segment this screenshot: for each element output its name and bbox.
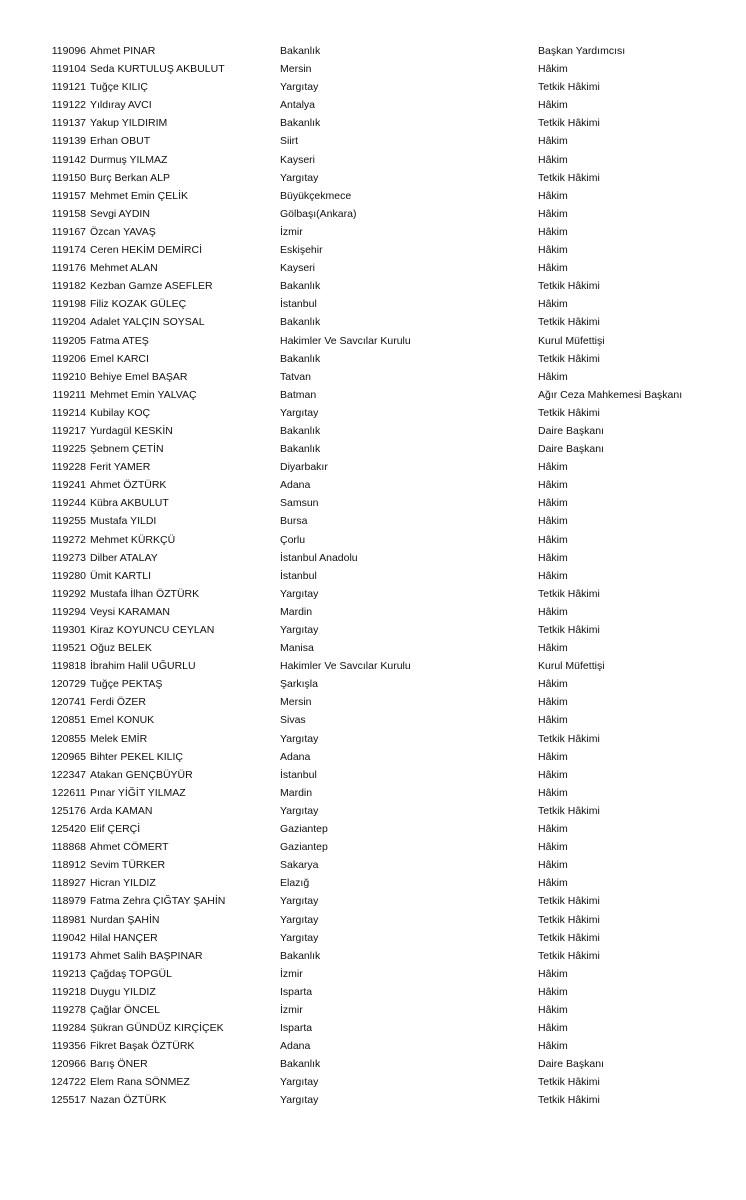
person-name: Sevgi AYDIN xyxy=(90,207,150,220)
assignment-place: Yargıtay xyxy=(280,171,319,184)
list-item xyxy=(0,1091,746,1109)
person-name: Ferit YAMER xyxy=(90,461,151,474)
person-name: Arda KAMAN xyxy=(90,804,153,817)
assignment-place: Yargıtay xyxy=(280,624,319,636)
record-id: 119167 xyxy=(51,225,86,238)
record-id: 119121 xyxy=(51,81,86,94)
record-id: 120851 xyxy=(50,714,86,727)
person-name: Mustafa İlhan ÖZTÜRK xyxy=(90,587,200,600)
record-id: 120729 xyxy=(50,678,86,691)
record-id: 125176 xyxy=(50,804,86,817)
record-id: 118868 xyxy=(51,841,86,854)
position-title: Hâkim xyxy=(538,786,568,799)
assignment-place: Tatvan xyxy=(280,370,311,383)
record-id: 119818 xyxy=(51,660,86,673)
person-name: Yıldıray AVCI xyxy=(90,99,152,112)
position-title: Hâkim xyxy=(538,605,568,618)
list-item xyxy=(0,187,746,205)
assignment-place: Bakanlık xyxy=(280,352,321,365)
record-id: 119150 xyxy=(51,171,86,184)
assignment-place: Gaziantep xyxy=(280,841,328,854)
person-name: Erhan OBUT xyxy=(90,135,151,148)
record-id: 119228 xyxy=(51,461,86,474)
position-title: Tetkik Hâkimi xyxy=(538,406,600,419)
assignment-place: Hakimler Ve Savcılar Kurulu xyxy=(280,334,411,347)
assignment-place: Kayseri xyxy=(280,262,316,275)
position-title: Kurul Müfettişi xyxy=(538,334,605,347)
position-title: Tetkik Hâkimi xyxy=(538,587,600,600)
list-item xyxy=(0,42,746,60)
list-item xyxy=(0,784,746,802)
assignment-place: Isparta xyxy=(280,985,313,998)
position-title: Tetkik Hâkimi xyxy=(538,117,600,130)
assignment-place: Bakanlık xyxy=(280,316,321,329)
assignment-place: Bakanlık xyxy=(280,117,321,130)
position-title: Tetkik Hâkimi xyxy=(538,804,600,817)
record-id: 120965 xyxy=(50,750,86,763)
list-item xyxy=(0,205,746,223)
list-item xyxy=(0,332,746,350)
position-title: Hâkim xyxy=(538,99,568,112)
position-title: Tetkik Hâkimi xyxy=(538,171,600,184)
list-item xyxy=(0,1019,746,1037)
position-title: Tetkik Hâkimi xyxy=(538,316,600,329)
list-item xyxy=(0,494,746,512)
assignment-place: Yargıtay xyxy=(280,406,319,419)
person-name: Behiye Emel BAŞAR xyxy=(90,370,188,383)
record-id: 119273 xyxy=(51,551,86,564)
person-name: Burç Berkan ALP xyxy=(90,171,170,184)
person-name: Ahmet Salih BAŞPINAR xyxy=(90,949,203,962)
list-item xyxy=(0,440,746,458)
position-title: Tetkik Hâkimi xyxy=(538,352,600,365)
list-item xyxy=(0,1055,746,1073)
assignment-place: Bursa xyxy=(280,515,308,528)
position-title: Kurul Müfettişi xyxy=(538,660,605,673)
list-item xyxy=(0,368,746,386)
assignment-place: Isparta xyxy=(280,1022,313,1035)
record-id: 119218 xyxy=(51,985,86,998)
person-name: Barış ÖNER xyxy=(90,1058,148,1071)
list-item xyxy=(0,929,746,947)
assignment-place: İzmir xyxy=(280,225,303,238)
position-title: Hâkim xyxy=(538,461,568,474)
position-title: Tetkik Hâkimi xyxy=(538,1094,600,1107)
person-name: Şükran GÜNDÜZ KIRÇİÇEK xyxy=(90,1022,224,1035)
assignment-place: Bakanlık xyxy=(280,424,321,437)
assignment-place: Elazığ xyxy=(280,877,310,890)
record-id: 119292 xyxy=(51,587,86,600)
list-item xyxy=(0,585,746,603)
position-title: Hâkim xyxy=(538,985,568,998)
person-name: Seda KURTULUŞ AKBULUT xyxy=(90,63,225,76)
record-id: 119182 xyxy=(51,280,86,293)
person-name: Çağlar ÖNCEL xyxy=(90,1003,161,1016)
position-title: Hâkim xyxy=(538,714,568,727)
record-id: 119301 xyxy=(51,624,86,636)
assignment-place: İstanbul xyxy=(280,298,317,311)
record-id: 119272 xyxy=(51,533,86,546)
record-id: 119206 xyxy=(51,352,86,365)
person-name: Pınar YİĞİT YILMAZ xyxy=(90,786,186,799)
list-item xyxy=(0,169,746,187)
person-name: Fatma Zehra ÇIĞTAY ŞAHİN xyxy=(90,895,226,908)
person-name: Kubilay KOÇ xyxy=(90,406,151,419)
record-id: 119137 xyxy=(51,117,86,130)
position-title: Tetkik Hâkimi xyxy=(538,913,600,926)
person-name: Özcan YAVAŞ xyxy=(90,225,156,238)
record-id: 119225 xyxy=(51,443,86,456)
record-id: 119176 xyxy=(51,262,86,275)
assignment-place: Siirt xyxy=(280,135,299,148)
list-item xyxy=(0,892,746,910)
person-name: Ümit KARTLI xyxy=(90,569,152,582)
list-item xyxy=(0,386,746,404)
list-item xyxy=(0,458,746,476)
person-name: Hilal HANÇER xyxy=(90,931,158,944)
person-name: Emel KONUK xyxy=(90,714,155,727)
assignment-place: Antalya xyxy=(280,99,316,112)
list-item xyxy=(0,802,746,820)
assignment-place: İzmir xyxy=(280,967,303,980)
assignment-place: Manisa xyxy=(280,642,314,655)
position-title: Daire Başkanı xyxy=(538,443,604,456)
assignment-place: Bakanlık xyxy=(280,45,321,57)
position-title: Hâkim xyxy=(538,569,568,582)
position-title: Hâkim xyxy=(538,153,568,166)
record-id: 119210 xyxy=(51,370,86,383)
person-name: Tuğçe KILIÇ xyxy=(90,81,148,94)
assignment-place: Mardin xyxy=(280,786,313,799)
position-title: Hâkim xyxy=(538,370,568,383)
list-item xyxy=(0,983,746,1001)
assignment-place: İstanbul Anadolu xyxy=(280,551,358,564)
list-item xyxy=(0,730,746,748)
record-id: 119255 xyxy=(51,515,86,528)
assignment-place: Bakanlık xyxy=(280,443,321,456)
record-id: 124722 xyxy=(50,1076,86,1089)
person-name: Kübra AKBULUT xyxy=(90,497,169,510)
record-id: 122611 xyxy=(51,786,86,799)
list-item xyxy=(0,947,746,965)
list-item xyxy=(0,621,746,639)
position-title: Hâkim xyxy=(538,768,568,781)
record-id: 119217 xyxy=(51,424,86,437)
record-id: 119211 xyxy=(52,388,86,401)
assignment-place: Yargıtay xyxy=(280,81,319,94)
person-name: Emel KARCI xyxy=(90,352,149,365)
person-name: Bihter PEKEL KILIÇ xyxy=(90,750,183,763)
record-id: 119142 xyxy=(51,153,86,166)
list-item xyxy=(0,1001,746,1019)
list-item xyxy=(0,132,746,150)
position-title: Tetkik Hâkimi xyxy=(538,624,600,636)
record-id: 119173 xyxy=(51,949,86,962)
assignment-place: Sivas xyxy=(280,714,306,727)
list-item xyxy=(0,476,746,494)
person-name: Mehmet Emin YALVAÇ xyxy=(90,388,197,401)
person-name: Tuğçe PEKTAŞ xyxy=(90,678,163,691)
person-name: Ceren HEKİM DEMİRCİ xyxy=(90,244,203,257)
list-item xyxy=(0,820,746,838)
person-name: Ahmet PINAR xyxy=(90,45,156,57)
list-item xyxy=(0,114,746,132)
person-name: Sevim TÜRKER xyxy=(90,859,166,872)
position-title: Hâkim xyxy=(538,479,568,492)
position-title: Hâkim xyxy=(538,642,568,655)
record-id: 118979 xyxy=(51,895,86,908)
list-item xyxy=(0,512,746,530)
record-id: 120741 xyxy=(50,696,86,709)
position-title: Hâkim xyxy=(538,225,568,238)
list-item xyxy=(0,259,746,277)
person-name: Filiz KOZAK GÜLEÇ xyxy=(90,298,187,311)
list-item xyxy=(0,766,746,784)
position-title: Tetkik Hâkimi xyxy=(538,732,600,745)
position-title: Hâkim xyxy=(538,244,568,257)
person-name: Çağdaş TOPGÜL xyxy=(90,967,172,980)
position-title: Hâkim xyxy=(538,551,568,564)
assignment-place: Eskişehir xyxy=(280,244,323,257)
record-id: 119104 xyxy=(51,63,86,76)
assignment-place: Batman xyxy=(280,388,317,401)
list-item xyxy=(0,350,746,368)
record-id: 122347 xyxy=(50,768,86,781)
position-title: Başkan Yardımcısı xyxy=(538,45,626,57)
assignment-place: Kayseri xyxy=(280,153,316,166)
position-title: Ağır Ceza Mahkemesi Başkanı xyxy=(538,388,683,401)
list-item xyxy=(0,422,746,440)
list-item xyxy=(0,657,746,675)
list-item xyxy=(0,277,746,295)
assignment-place: Mersin xyxy=(280,696,312,709)
assignment-place: Çorlu xyxy=(280,533,306,546)
list-item xyxy=(0,711,746,729)
list-item xyxy=(0,313,746,331)
position-title: Tetkik Hâkimi xyxy=(538,895,600,908)
assignment-place: İzmir xyxy=(280,1003,303,1016)
list-item xyxy=(0,639,746,657)
list-item xyxy=(0,549,746,567)
position-title: Tetkik Hâkimi xyxy=(538,949,600,962)
record-id: 119122 xyxy=(51,99,86,112)
position-title: Hâkim xyxy=(538,207,568,220)
record-id: 119214 xyxy=(51,406,86,419)
record-id: 119241 xyxy=(51,479,86,492)
person-name: Fikret Başak ÖZTÜRK xyxy=(90,1040,195,1053)
record-id: 119198 xyxy=(51,298,86,311)
record-id: 119205 xyxy=(51,334,86,347)
record-id: 119042 xyxy=(51,931,86,944)
assignment-place: İstanbul xyxy=(280,768,317,781)
list-item xyxy=(0,404,746,422)
assignment-place: Gölbaşı(Ankara) xyxy=(280,207,357,220)
record-id: 119278 xyxy=(51,1003,86,1016)
record-id: 119213 xyxy=(51,967,86,980)
record-id: 119356 xyxy=(51,1040,86,1053)
assignment-place: Adana xyxy=(280,479,311,492)
list-item xyxy=(0,241,746,259)
position-title: Hâkim xyxy=(538,1022,568,1035)
position-title: Tetkik Hâkimi xyxy=(538,280,600,293)
record-id: 119280 xyxy=(51,569,86,582)
person-name: Durmuş YILMAZ xyxy=(90,153,168,166)
person-name: Hicran YILDIZ xyxy=(90,877,156,890)
assignment-place: Samsun xyxy=(280,497,319,510)
assignment-place: Yargıtay xyxy=(280,587,319,600)
record-id: 119294 xyxy=(51,605,86,618)
assignment-place: Büyükçekmece xyxy=(280,189,352,202)
list-item xyxy=(0,60,746,78)
list-item xyxy=(0,856,746,874)
assignment-place: Şarkışla xyxy=(280,678,318,691)
position-title: Hâkim xyxy=(538,189,568,202)
position-title: Hâkim xyxy=(538,750,568,763)
list-item xyxy=(0,1037,746,1055)
person-name: Kezban Gamze ASEFLER xyxy=(90,280,213,293)
assignment-place: Mardin xyxy=(280,605,313,618)
assignment-place: Adana xyxy=(280,1040,311,1053)
person-name: Elif ÇERÇİ xyxy=(90,823,141,836)
list-item xyxy=(0,911,746,929)
assignment-place: Mersin xyxy=(280,63,312,76)
list-item xyxy=(0,675,746,693)
person-name: Mehmet Emin ÇELİK xyxy=(90,189,189,202)
assignment-place: Yargıtay xyxy=(280,1076,319,1089)
person-name: Veysi KARAMAN xyxy=(90,605,170,618)
list-item xyxy=(0,223,746,241)
position-title: Hâkim xyxy=(538,1040,568,1053)
list-item xyxy=(0,78,746,96)
person-name: Atakan GENÇBÜYÜR xyxy=(90,768,193,781)
record-id: 119521 xyxy=(51,642,86,655)
record-id: 119244 xyxy=(51,497,86,510)
record-id: 119204 xyxy=(51,316,86,329)
assignment-place: Yargıtay xyxy=(280,895,319,908)
position-title: Hâkim xyxy=(538,497,568,510)
record-id: 119157 xyxy=(51,189,86,202)
person-name: Ahmet ÖZTÜRK xyxy=(90,479,167,492)
position-title: Hâkim xyxy=(538,841,568,854)
assignment-place: Yargıtay xyxy=(280,931,319,944)
record-id: 125420 xyxy=(50,823,86,836)
assignment-place: Diyarbakır xyxy=(280,461,328,474)
assignment-place: Sakarya xyxy=(280,859,319,872)
assignment-place: Gaziantep xyxy=(280,823,328,836)
record-id: 118927 xyxy=(51,877,86,890)
record-id: 120966 xyxy=(50,1058,86,1071)
list-item xyxy=(0,603,746,621)
list-item xyxy=(0,567,746,585)
person-name: Ahmet CÖMERT xyxy=(90,841,169,854)
list-item xyxy=(0,96,746,114)
position-title: Hâkim xyxy=(538,678,568,691)
assignment-place: Bakanlık xyxy=(280,949,321,962)
person-name: Elem Rana SÖNMEZ xyxy=(90,1076,190,1089)
person-name: Şebnem ÇETİN xyxy=(90,443,164,456)
list-item xyxy=(0,965,746,983)
assignment-place: Bakanlık xyxy=(280,1058,321,1071)
person-name: Nazan ÖZTÜRK xyxy=(90,1094,167,1107)
record-id: 119158 xyxy=(51,207,86,220)
position-title: Hâkim xyxy=(538,696,568,709)
list-item xyxy=(0,748,746,766)
position-title: Daire Başkanı xyxy=(538,424,604,437)
list-item xyxy=(0,531,746,549)
person-name: Mehmet ALAN xyxy=(90,262,158,275)
personnel-list xyxy=(0,42,746,1110)
person-name: Yurdagül KESKİN xyxy=(90,424,173,437)
assignment-place: Hakimler Ve Savcılar Kurulu xyxy=(280,660,411,673)
record-id: 125517 xyxy=(50,1094,86,1107)
person-name: Adalet YALÇIN SOYSAL xyxy=(90,316,205,329)
assignment-place: Yargıtay xyxy=(280,804,319,817)
assignment-place: Yargıtay xyxy=(280,732,319,745)
person-name: Mustafa YILDI xyxy=(90,515,157,528)
list-item xyxy=(0,295,746,313)
person-name: Melek EMİR xyxy=(90,732,148,745)
person-name: Mehmet KÜRKÇÜ xyxy=(90,533,176,546)
record-id: 119284 xyxy=(51,1022,86,1035)
person-name: Yakup YILDIRIM xyxy=(90,117,168,130)
position-title: Hâkim xyxy=(538,298,568,311)
assignment-place: Bakanlık xyxy=(280,280,321,293)
person-name: Fatma ATEŞ xyxy=(90,334,149,347)
person-name: Ferdi ÖZER xyxy=(90,696,147,709)
position-title: Hâkim xyxy=(538,967,568,980)
person-name: Nurdan ŞAHİN xyxy=(90,913,160,926)
record-id: 119174 xyxy=(51,244,86,257)
position-title: Hâkim xyxy=(538,135,568,148)
record-id: 119139 xyxy=(51,135,86,148)
assignment-place: Yargıtay xyxy=(280,1094,319,1107)
position-title: Daire Başkanı xyxy=(538,1058,604,1071)
assignment-place: Adana xyxy=(280,750,311,763)
position-title: Hâkim xyxy=(538,63,568,76)
assignment-place: İstanbul xyxy=(280,569,317,582)
position-title: Hâkim xyxy=(538,859,568,872)
list-item xyxy=(0,838,746,856)
position-title: Hâkim xyxy=(538,877,568,890)
record-id: 118981 xyxy=(51,913,86,926)
position-title: Tetkik Hâkimi xyxy=(538,1076,600,1089)
list-item xyxy=(0,874,746,892)
record-id: 119096 xyxy=(51,45,86,57)
person-name: Oğuz BELEK xyxy=(90,642,152,655)
list-item xyxy=(0,693,746,711)
list-item xyxy=(0,1073,746,1091)
position-title: Hâkim xyxy=(538,515,568,528)
position-title: Hâkim xyxy=(538,823,568,836)
record-id: 118912 xyxy=(51,859,86,872)
position-title: Hâkim xyxy=(538,1003,568,1016)
person-name: Kiraz KOYUNCU CEYLAN xyxy=(90,624,215,636)
record-id: 120855 xyxy=(50,732,86,745)
position-title: Hâkim xyxy=(538,533,568,546)
position-title: Tetkik Hâkimi xyxy=(538,931,600,944)
position-title: Tetkik Hâkimi xyxy=(538,81,600,94)
list-item xyxy=(0,151,746,169)
person-name: Dilber ATALAY xyxy=(90,551,158,564)
person-name: Duygu YILDIZ xyxy=(90,985,156,998)
position-title: Hâkim xyxy=(538,262,568,275)
assignment-place: Yargıtay xyxy=(280,913,319,926)
person-name: İbrahim Halil UĞURLU xyxy=(90,660,196,673)
